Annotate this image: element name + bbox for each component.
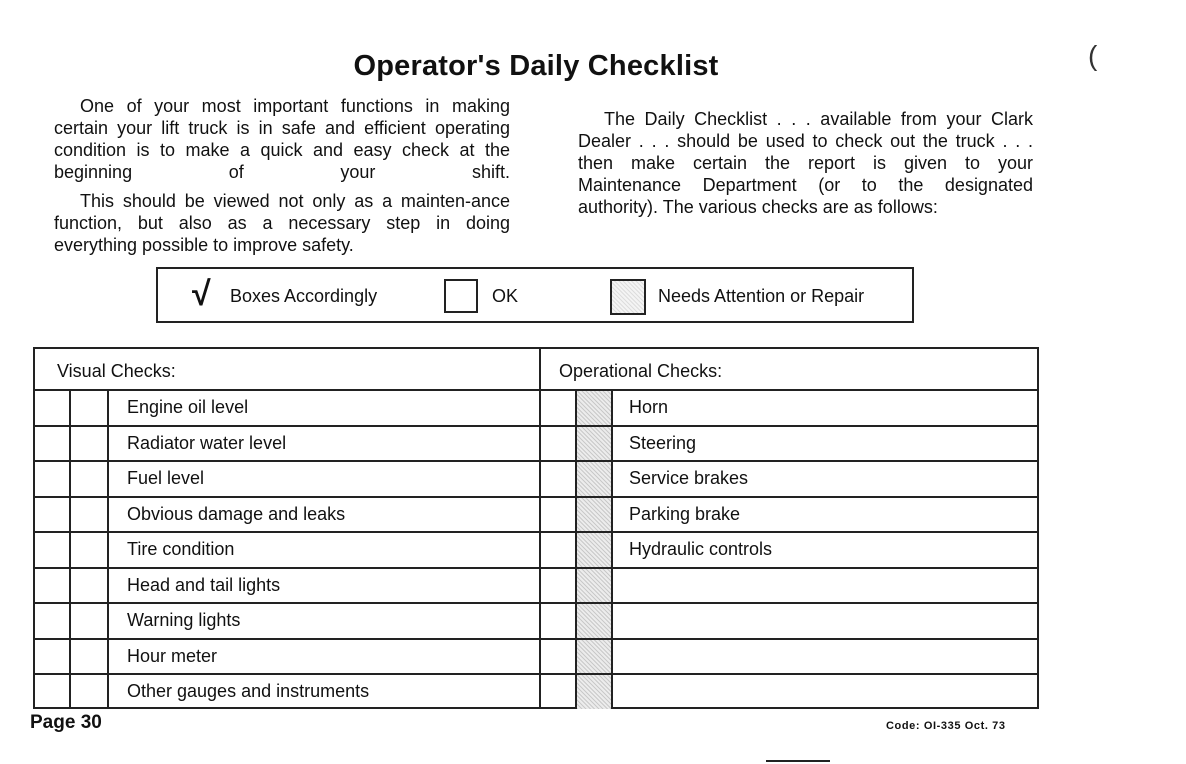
visual-check-row [35,389,539,425]
attention-box[interactable] [71,675,109,709]
operational-check-row [541,496,1037,532]
legend-ok-label: OK [492,286,519,306]
check-box[interactable] [541,675,577,709]
visual-checks-header: Visual Checks: [57,361,176,381]
visual-check-row [35,531,539,567]
ok-box-sample [444,279,478,313]
operational-checks-header: Operational Checks: [559,361,723,381]
attention-box[interactable] [71,640,109,674]
visual-check-label: Hour meter [127,645,218,666]
bottom-rule [766,760,830,762]
visual-check-row [35,460,539,496]
check-box[interactable] [541,427,577,461]
check-box[interactable] [541,569,577,603]
check-box[interactable] [541,604,577,638]
operational-check-label: Service brakes [629,468,749,488]
visual-check-label: Radiator water level [127,432,287,453]
margin-mark: ( [1088,40,1098,71]
operational-check-row [541,425,1037,461]
check-box[interactable] [541,391,577,425]
attention-box[interactable] [577,569,613,603]
attention-box[interactable] [577,604,613,638]
visual-check-row [35,425,539,461]
attention-box[interactable] [71,462,109,496]
check-box[interactable] [541,640,577,674]
attention-box[interactable] [577,533,613,567]
operational-check-row [541,602,1037,638]
intro-left-column [54,95,510,256]
page-title: Operator's Daily Checklist [353,50,719,82]
attention-box[interactable] [71,391,109,425]
check-box[interactable] [35,498,71,532]
operational-check-label: Steering [629,432,697,453]
intro-left-paragraph-1: One of your most important functions in making certain your lift truck is in safe and efficient operating condition is to make a quick and easy check at the beginning of your shift. [54,96,510,182]
operational-check-row [541,531,1037,567]
visual-check-label: Warning lights [127,610,241,630]
operational-check-label: Hydraulic controls [629,539,773,559]
intro-right-paragraph: The Daily Checklist . . . available from your Clark Dealer . . . should be used to check out the truck . . . then make certain the report is given to your Maintenance Department (or to the designated authority). The various checks are as follows: [578,109,1033,217]
attention-box[interactable] [577,391,613,425]
attention-box[interactable] [71,533,109,567]
check-box[interactable] [35,675,71,709]
document-code: Code: OI-335 Oct. 73 [886,720,1006,732]
legend-box [156,267,914,323]
check-box[interactable] [35,427,71,461]
check-box[interactable] [35,533,71,567]
visual-check-label: Fuel level [127,468,205,488]
operational-check-label: Parking brake [629,503,741,524]
operational-check-row [541,673,1037,709]
check-box[interactable] [541,498,577,532]
check-box[interactable] [35,604,71,638]
visual-check-label: Other gauges and instruments [127,681,370,701]
operational-check-row [541,460,1037,496]
visual-check-label: Head and tail lights [127,574,281,595]
attention-box[interactable] [71,604,109,638]
operational-check-row [541,389,1037,425]
visual-check-label: Obvious damage and leaks [127,503,346,524]
legend-instruction: Boxes Accordingly [230,286,378,306]
visual-check-row [35,673,539,709]
attention-box-sample [610,279,646,315]
visual-check-row [35,567,539,603]
attention-box[interactable] [577,675,613,709]
attention-box[interactable] [71,498,109,532]
legend-attention-label: Needs Attention or Repair [658,286,865,306]
attention-box[interactable] [577,462,613,496]
attention-box[interactable] [577,640,613,674]
visual-check-row [35,602,539,638]
attention-box[interactable] [71,427,109,461]
check-box[interactable] [35,391,71,425]
page-number: Page 30 [30,712,102,733]
check-box[interactable] [35,569,71,603]
operational-check-row [541,638,1037,674]
attention-box[interactable] [577,498,613,532]
check-box[interactable] [35,462,71,496]
attention-box[interactable] [71,569,109,603]
intro-right-column [578,108,1033,218]
visual-check-label: Engine oil level [127,397,249,417]
operational-check-row [541,567,1037,603]
check-box[interactable] [541,533,577,567]
visual-check-row [35,638,539,674]
operational-check-label: Horn [629,397,669,417]
check-box[interactable] [541,462,577,496]
visual-check-label: Tire condition [127,539,235,559]
visual-check-row [35,496,539,532]
check-box[interactable] [35,640,71,674]
attention-box[interactable] [577,427,613,461]
checkmark-icon: √ [192,275,211,313]
checklist-table [33,347,1039,709]
intro-left-paragraph-2: This should be viewed not only as a mainten-ance function, but also as a necessary step in doing everything possible to improve safety. [54,191,510,255]
